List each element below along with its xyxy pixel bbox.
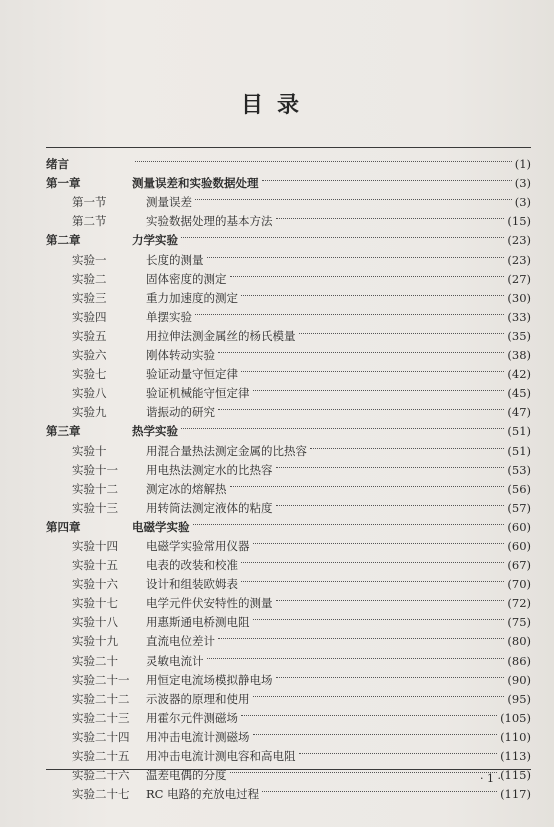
dot-leader [253,600,505,620]
dot-leader [241,276,504,296]
toc-entry-page: (23) [507,233,531,248]
toc-entry-number: 第二章 [46,233,81,248]
toc-entry-title: 力学实验 [132,233,178,248]
toc-entry-title: 用拉伸法测金属丝的杨氏模量 [146,328,296,343]
toc-entry-page: (72) [507,596,531,611]
toc-entry-page: (15) [507,214,531,229]
dot-leader [310,428,504,448]
dot-leader [262,161,512,181]
toc-entry-page: (80) [507,634,531,649]
toc-entry-number: 实验十九 [72,634,118,649]
toc-entry-title: 刚体转动实验 [146,348,215,363]
toc-entry-number: 实验十一 [72,462,118,477]
toc-entry-title: 用霍尔元件测磁场 [146,710,238,725]
toc-entry-page: (90) [507,672,531,687]
toc-entry-number: 实验二十 [72,653,118,668]
toc-entry-number: 实验二十五 [72,749,130,763]
dot-leader [241,352,504,372]
toc-entry-title: 单摆实验 [146,309,192,324]
toc-entry-number: 实验二十七 [72,787,130,802]
toc-entry-page: (105) [500,710,531,725]
dot-leader [276,199,505,219]
dot-leader [276,658,505,678]
dot-leader [253,371,505,391]
toc-entry-page: (56) [507,481,531,496]
toc-entry-page: (3) [514,195,531,210]
dot-leader [253,524,505,544]
toc-entry-number: 第三章 [46,424,81,439]
toc-entry-page: (60) [507,519,531,534]
toc-entry-title: 设计和组装欧姆表 [146,577,238,592]
dot-leader [207,638,505,658]
toc-entry-page: (23) [507,252,531,267]
dot-leader [230,753,498,773]
toc-entry-page: (60) [507,538,531,553]
toc-entry-title: 测量误差和实验数据处理 [132,176,259,191]
toc-entry-title: 验证动量守恒定律 [146,367,238,382]
toc-entry-title: 用惠斯通电桥测电阻 [146,615,250,630]
toc-entry-number: 实验六 [72,348,107,363]
toc-entry-title: 用混合量热法测定金属的比热容 [146,443,307,458]
dot-leader [230,467,505,487]
toc-entry-title: 测定冰的熔解热 [146,481,227,496]
dot-leader [299,734,498,754]
dot-leader [276,448,505,468]
dot-leader [195,180,512,200]
toc-entry-title: 电表的改装和校准 [146,558,238,573]
dot-leader [241,562,504,582]
page-number: · 1 · [480,772,501,785]
dot-leader [193,505,505,525]
toc-entry-page: (35) [507,328,531,343]
toc-entry-title: 固体密度的测定 [146,271,227,286]
toc-entry-number: 第一章 [46,176,81,191]
toc-entry-number: 实验八 [72,386,107,401]
dot-leader [218,390,504,410]
dot-leader [262,772,497,792]
toc-entry-number: 第一节 [72,195,107,210]
dot-leader [230,257,505,277]
toc-entry-title: 电学元件伏安特性的测量 [146,596,273,611]
toc-entry-number: 实验四 [72,309,107,324]
toc-entry-title: RC 电路的充放电过程 [146,787,260,802]
toc-entry-page: (3) [514,176,531,191]
toc-entry-number: 实验十七 [72,596,118,611]
dot-leader [276,486,505,506]
toc-entry-title: 实验数据处理的基本方法 [146,214,273,229]
toc-entry-number: 实验十 [72,443,107,458]
toc-entry-page: (51) [507,424,531,439]
dot-leader [276,581,505,601]
toc-entry-page: (1) [514,157,531,172]
toc-entry-number: 实验二 [72,271,107,286]
toc-entry-page: (67) [507,558,531,573]
toc-entry-page: (30) [507,290,531,305]
toc-entry-title: 测量误差 [146,195,192,210]
toc-entry-page: (38) [507,348,531,363]
toc-entry-page: (95) [507,691,531,706]
toc-entry-title: 直流电位差计 [146,634,215,649]
toc-entry-page: (57) [507,500,531,515]
toc-entry-number: 实验一 [72,252,107,267]
dot-leader [218,619,504,639]
dot-leader [299,314,505,334]
toc-entry-number: 实验五 [72,328,107,343]
toc-entry-number: 绪言 [46,157,69,172]
toc-entry-title: 温差电偶的分度 [146,768,227,783]
toc-entry-number: 实验二十三 [72,710,130,725]
toc-entry-number: 第二节 [72,214,107,229]
toc-entry-number: 实验十六 [72,577,118,592]
toc-entry-title: 重力加速度的测定 [146,290,238,305]
toc-entry-page: (115) [500,768,531,783]
toc-entry-number: 实验十二 [72,481,118,496]
toc-entry-title: 灵敏电流计 [146,653,204,668]
toc-entry-title: 示波器的原理和使用 [146,691,250,706]
toc-entry-title: 用冲击电流计测电容和高电阻 [146,749,296,763]
toc-entry-title: 电磁学实验 [132,519,190,534]
toc-entry-number: 实验十五 [72,558,118,573]
toc-entry-number: 实验二十六 [72,768,130,783]
toc-entry-number: 实验七 [72,367,107,382]
toc-entry-title: 电磁学实验常用仪器 [146,538,250,553]
dot-leader [207,237,505,257]
toc-entry-number: 实验三 [72,290,107,305]
toc-entry-page: (113) [500,749,531,763]
toc-entry-title: 谐振动的研究 [146,405,215,420]
dot-leader [181,409,504,429]
toc-entry-number: 实验十三 [72,500,118,515]
toc-entry-page: (51) [507,443,531,458]
dot-leader [241,696,497,716]
toc-entry-page: (42) [507,367,531,382]
toc-entry-page: (27) [507,271,531,286]
toc-entry-title: 长度的测量 [146,252,204,267]
toc-entry-title: 热学实验 [132,424,178,439]
toc-entry-page: (75) [507,615,531,630]
toc-entry-title: 用转筒法测定液体的粘度 [146,500,273,515]
toc-entry-title: 用恒定电流场模拟静电场 [146,672,273,687]
toc-entry-title: 验证机械能守恒定律 [146,386,250,401]
dot-leader [253,715,498,735]
toc-entry-number: 实验十八 [72,615,118,630]
toc-entry-number: 第四章 [46,519,81,534]
dot-leader [218,333,504,353]
toc-entry-title: 用冲击电流计测磁场 [146,729,250,744]
toc-entry-number: 实验二十四 [72,729,130,744]
dot-leader [241,543,504,563]
toc-entry-title: 用电热法测定水的比热容 [146,462,273,477]
toc-entry-number: 实验二十二 [72,691,130,706]
dot-leader [135,142,512,162]
toc-entry-page: (47) [507,405,531,420]
toc-entry-number: 实验十四 [72,538,118,553]
table-of-contents [46,148,531,802]
dot-leader [253,677,505,697]
toc-entry-page: (45) [507,386,531,401]
toc-entry-page: (86) [507,653,531,668]
bottom-rule [46,769,531,770]
toc-entry-page: (33) [507,309,531,324]
dot-leader [195,295,504,315]
toc-entry-page: (110) [500,729,531,744]
toc-entry-number: 实验九 [72,405,107,420]
dot-leader [181,218,504,238]
toc-entry-page: (117) [500,787,531,802]
toc-entry-number: 实验二十一 [72,672,130,687]
toc-entry-page: (53) [507,462,531,477]
toc-entry-page: (70) [507,577,531,592]
page-title: 目录 [240,93,313,118]
